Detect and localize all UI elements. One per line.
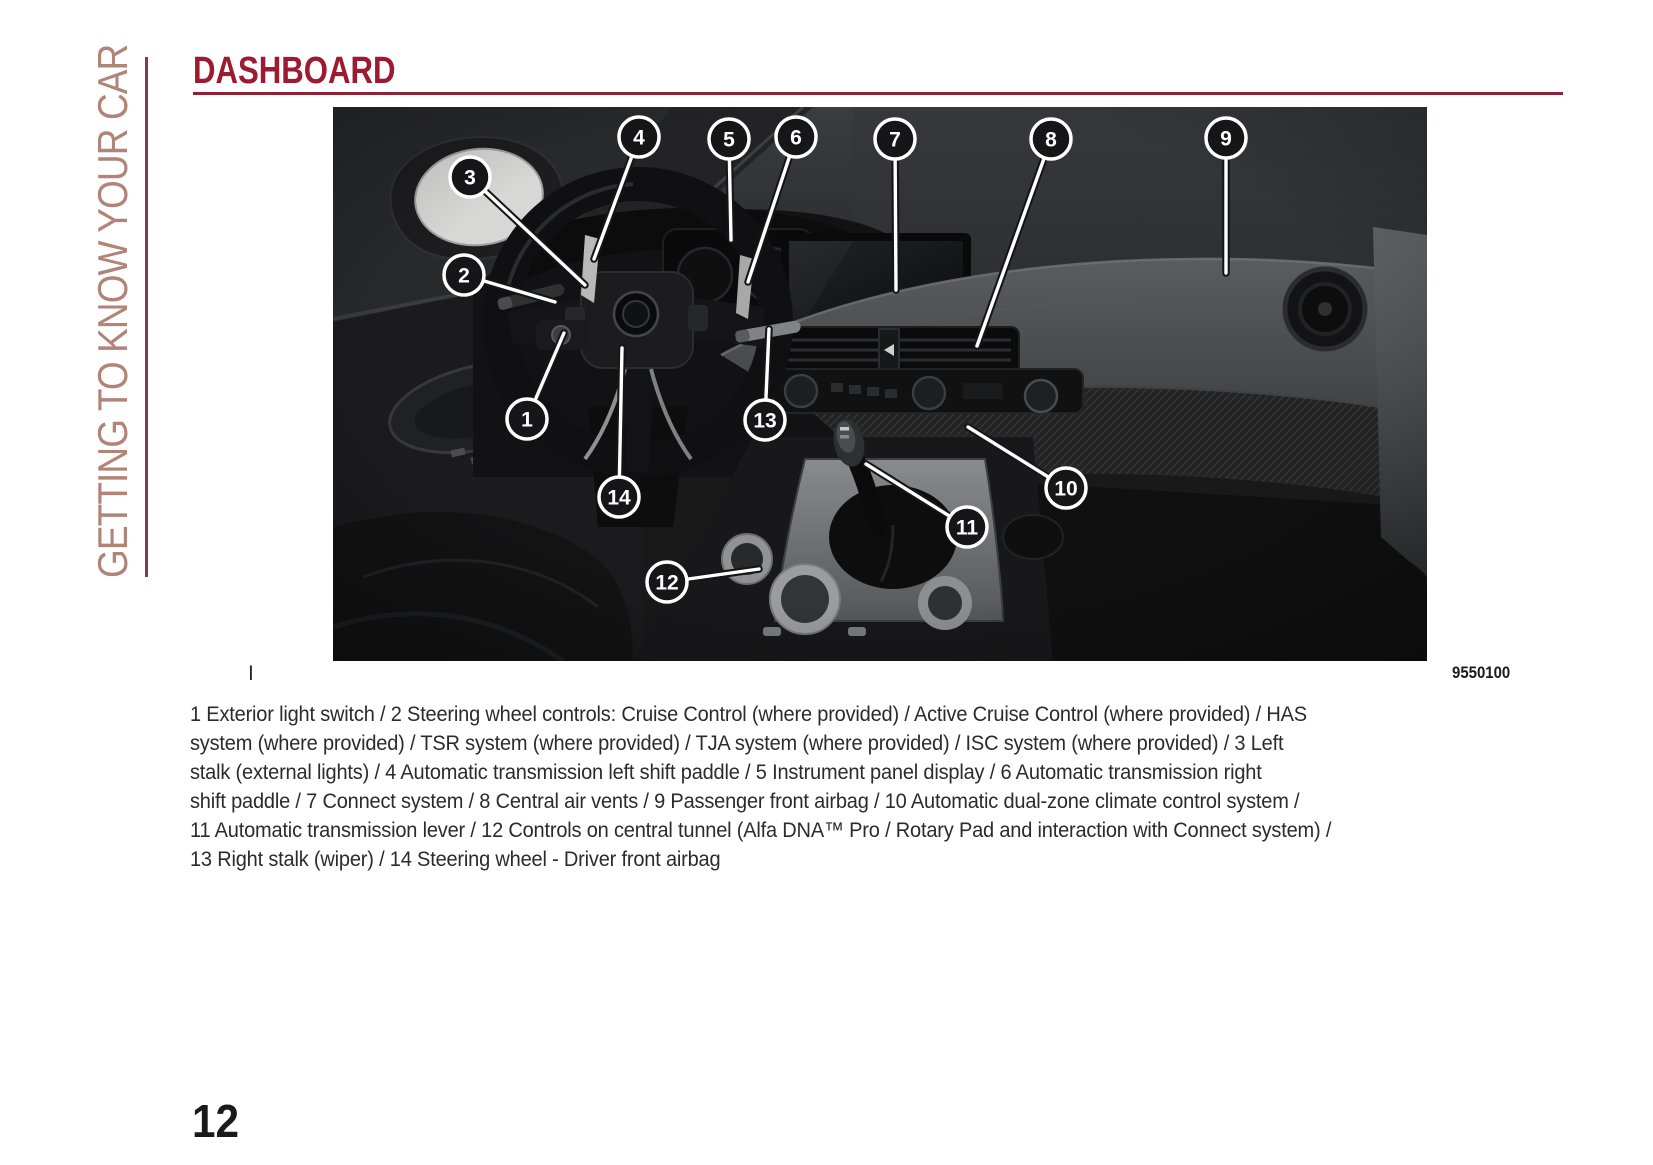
svg-text:4: 4 bbox=[633, 126, 645, 150]
svg-text:12: 12 bbox=[655, 571, 679, 595]
svg-text:14: 14 bbox=[607, 486, 631, 510]
svg-text:13: 13 bbox=[753, 409, 777, 433]
figure-code: 9550100 bbox=[1452, 663, 1511, 682]
figure-index-mark: I bbox=[248, 662, 254, 685]
figure-caption bbox=[190, 700, 1492, 874]
caption-line: 11 Automatic transmission lever / 12 Controls on central tunnel (Alfa DNA™ Pro / Rotary Pad and interaction with Connect system) / bbox=[190, 818, 1332, 842]
section-rule bbox=[145, 57, 148, 577]
svg-text:9: 9 bbox=[1220, 127, 1232, 151]
svg-text:11: 11 bbox=[955, 516, 979, 540]
caption-line: 13 Right stalk (wiper) / 14 Steering wheel - Driver front airbag bbox=[190, 847, 721, 871]
page-number: 12 bbox=[192, 1095, 240, 1147]
svg-text:10: 10 bbox=[1054, 477, 1078, 501]
caption-line: system (where provided) / TSR system (where provided) / TJA system (where provided) / ISC system (where provided) / 3 Left bbox=[190, 731, 1284, 755]
svg-text:5: 5 bbox=[723, 128, 735, 152]
svg-text:3: 3 bbox=[464, 166, 476, 190]
interior-photo bbox=[333, 107, 1427, 661]
section-label: GETTING TO KNOW YOUR CAR bbox=[89, 44, 136, 579]
svg-text:1: 1 bbox=[521, 408, 533, 432]
svg-text:7: 7 bbox=[889, 128, 901, 152]
caption-line: shift paddle / 7 Connect system / 8 Central air vents / 9 Passenger front airbag / 10 Automatic dual-zone climate control system / bbox=[190, 789, 1300, 813]
svg-text:2: 2 bbox=[458, 264, 470, 288]
page-title: DASHBOARD bbox=[193, 50, 396, 92]
caption-line: 1 Exterior light switch / 2 Steering wheel controls: Cruise Control (where provided) / Active Cruise Control (where provided) / HAS bbox=[190, 702, 1307, 726]
caption-line: stalk (external lights) / 4 Automatic transmission left shift paddle / 5 Instrument panel display / 6 Automatic transmission right bbox=[190, 760, 1262, 784]
svg-text:8: 8 bbox=[1045, 128, 1057, 152]
dashboard-figure bbox=[333, 107, 1427, 661]
svg-text:6: 6 bbox=[790, 126, 802, 150]
title-rule bbox=[193, 92, 1563, 95]
